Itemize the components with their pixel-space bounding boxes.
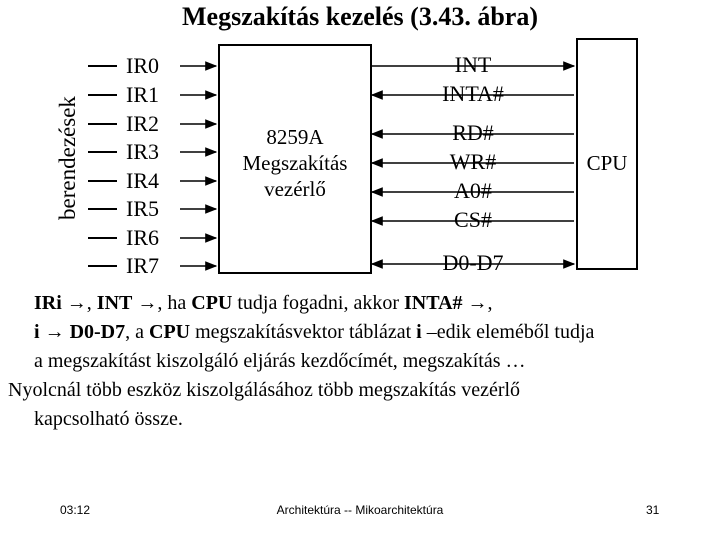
- text-line-4: Nyolcnál több eszköz kiszolgálásához több megszakítás vezérlő: [8, 379, 521, 401]
- ir-label-2: IR2: [126, 111, 159, 136]
- footer-subject: Architektúra -- Mikoarchitektúra: [276, 503, 444, 517]
- devices-label: berendezések: [55, 96, 80, 220]
- controller-line-1: 8259A: [266, 125, 324, 149]
- signal-cs: CS#: [454, 207, 492, 232]
- footer-page-number: 31: [646, 503, 660, 517]
- cpu-label: CPU: [586, 151, 628, 175]
- signal-rd: RD#: [452, 120, 494, 145]
- controller-box: [218, 44, 372, 274]
- ir-label-6: IR6: [126, 225, 159, 250]
- text-line-2: i → D0-D7, a CPU megszakításvektor táblázat i –edik eleméből tudja: [34, 321, 595, 343]
- text-line-5: kapcsolható össze.: [34, 408, 183, 430]
- ir-label-0: IR0: [126, 53, 159, 78]
- page-title: Megszakítás kezelés (3.43. ábra): [182, 2, 538, 31]
- footer-time: 03:12: [60, 503, 91, 517]
- cpu-box: [576, 38, 638, 270]
- text-line-1: IRi →, INT →, ha CPU tudja fogadni, akkor INTA# →,: [34, 292, 493, 314]
- controller-line-2: Megszakítás: [242, 151, 348, 175]
- signal-a0: A0#: [454, 178, 492, 203]
- ir-label-3: IR3: [126, 139, 159, 164]
- ir-label-1: IR1: [126, 82, 159, 107]
- ir-label-4: IR4: [126, 168, 159, 193]
- signal-inta: INTA#: [442, 81, 504, 106]
- signal-wr: WR#: [449, 149, 497, 174]
- device-stubs: [88, 66, 117, 266]
- signal-data-bus: D0-D7: [442, 250, 504, 275]
- text-iri: IRi: [34, 292, 62, 314]
- ir-label-5: IR5: [126, 196, 159, 221]
- ir-arrows: [180, 66, 216, 266]
- signal-int: INT: [454, 52, 492, 77]
- controller-line-3: vezérlő: [264, 177, 326, 201]
- text-line-3: a megszakítást kiszolgáló eljárás kezdőcímét, megszakítás …: [34, 350, 526, 372]
- ir-label-7: IR7: [126, 253, 159, 278]
